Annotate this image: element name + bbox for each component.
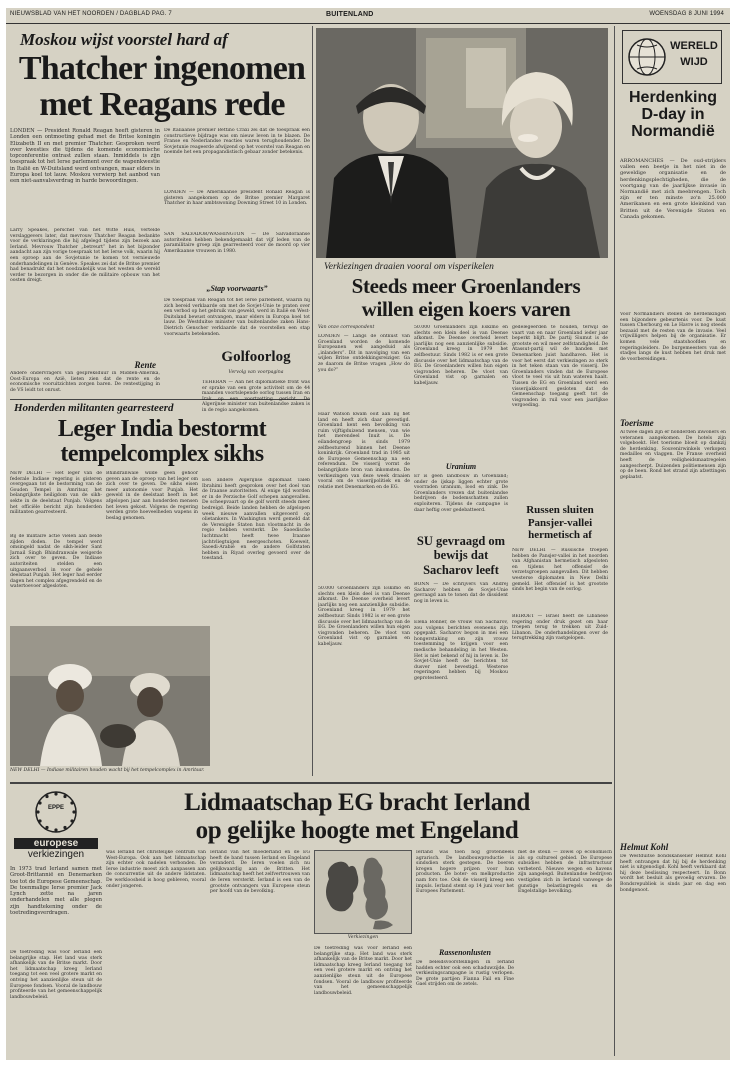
greenland-byline: Van onze correspondent [318,325,375,330]
greenland-column-2b: Er is geen landbouw in Groenland; onder de ijskap liggen echter grote voorraden uranium, lood en zink. De Groenlanders vrezen dat buitenlandse bedrijven de bodemschatten zullen exploiteren. Tijdens de campagne is daar heftig over gedebatteerd. [414,474,508,513]
ireland-map-caption: Verkiezingen [347,935,379,940]
pansjer-body: NEW DELHI — Russische troepen hebben de Pansjer-vallei in het noorden van Afghanistan hermetisch afgesloten en tijdens het offensief de verzetsgroepen aangevallen. Dit hebben westerse diplomaten in New Delhi gemeld. Het offensief is het grootste sinds het begin van de oorlog. [512,548,608,593]
column-rule-sidebar [614,26,615,1056]
greenland-lead: LONDEN — Langs de ontkust van Groenland worden de komende Europeanen wel aangeduid als „inlanders”. Dit in navolging van een wijlen Britse ontdekkingsreiziger. Ga ze daarom de Britse vragen „How do you do?” [318,334,410,373]
ireland-map [314,850,412,934]
reagan-thatcher-photo [316,28,608,258]
masthead [6,8,730,24]
greenland-kicker: Verkiezingen draaien vooral om visperikelen [324,262,494,272]
greenland-column-2: 50.000 Groenlanders zijn Eskimo en slechts een klein deel is van Deense afkomst. De Deense overheid levert jaarlijks nog een aanzienlijke subsidie. Groenland kreeg in 1979 het zelfbestuur. Sinds 1982 is er een grote discussie over het lidmaatschap van de EG. De Groenlanders willen hun eigen visgronden beheren. De vloot van Groenland vist op garnalen en kabeljauw. [414,325,508,386]
india-headline-line2: tempelcomplex sikhs [60,441,264,467]
reagan-thatcher-photo-illustration [316,28,608,258]
sidebar-subhead-toerisme: Toerisme [620,418,654,428]
ireland-body: De toetreding was voor Ierland een belangrijke stap. Het land was sterk afhankelijk van de Britse markt. Door het lidmaatschap kreeg Ierland toegang tot een veel grotere markt en ontving het aanzienlijke steun uit de Europese fondsen. Vooral de landbouw profiteerde van het gemeenschappelijk landbouwbeleid. [10,950,102,1000]
ireland-map-illustration [315,851,411,933]
thatcher-kicker: Moskou wijst voorstel hard af [20,30,228,49]
india-sikh-photo-illustration [10,626,210,766]
thatcher-subhead: „Stap voorwaarts” [206,284,268,293]
masthead-section: BUITENLAND [326,11,374,18]
india-lead: NEW DELHI — Het leger van de federale Indiase regering is gisteren overgegaan tot de bestorming van de Gouden Tempel in Amritsar, het belangrijkste heiligdom van de sikh-sekte in de deelstaat Punjab. Volgens het officiële bericht zijn honderden militanten gearresteerd. [10,471,102,516]
eppe-emblem-icon [14,788,98,838]
ireland-lead: In 1973 trad Ierland samen met Groot-Brittannië en Denemarken toe tot de Europese Gemeenschap. De toenmalige Ierse premier Jack Lynch zette na jaren onderhandelen met alle plegen zijn handtekening onder de toetredingsverdragen. [10,866,102,917]
ireland-column-3: Ierland van het moederland en de EG heeft de band tussen Ierland en Engeland veranderd. De Ieren voelen zich nu gelijkwaardig aan de Britten. Het lidmaatschap heeft het zelfvertrouwen van de Ieren versterkt. Ierland is een van de grootste ontvangers van Europese steun per hoofd van de bevolking. [210,850,310,895]
greenland-subhead: Uranium [445,462,477,471]
sacharov-lead: BONN — De schrijvers van Andrej Sacharov hebben de Sovjet-Unie gevraagd aan te tonen dat de dissident nog in leven is. [414,582,508,604]
thatcher-body-2: De toespraak van Reagan tot het Ierse parlement, waarin hij zich bereid verklaarde om met de Sovjet-Unie te praten over een verbod op het gebruik van geweld, werd in Italië en West-Duitsland bewust ontvangen, maar elders in Europa koel tot lauw. De Westduitse minister van buitenlandse zaken Hans-Dietrich Genscher verklaarde dat de voorstellen een stap voorwaarts betekenden. [164,298,310,337]
thatcher-bullet-2: SAN SALVADOR/WASHINGTON — De Salvadoraanse autoriteiten hebben bekendgemaakt dat vijf leden van de paramilitaire groep zijn gearresteerd voor de moord op vier Amerikaanse vrouwen in 1980. [164,232,310,254]
ireland-column-3-continued: De toetreding was voor Ierland een belangrijke stap. Het land was sterk afhankelijk van de Britse markt. Door het lidmaatschap kreeg Ierland toegang tot een veel grotere markt en ontving het aanzienlijke steun uit de Europese fondsen. Vooral de landbouw profiteerde van het gemeenschappelijk landbouwbeleid. [314,946,412,996]
thatcher-headline-line2: met Reagans rede [39,86,285,123]
sacharov-body: Elena Bonner, de vrouw van Sacharov, zou volgens berichten eveneens zijn opgepakt. Sacharov begon in mei een hongerstaking om zijn vrouw toestemming te krijgen voor een medische behandeling in het Westen. Het is niet bekend of hij in leven is. De Sovjet-Unie heeft de berichten tot dusver niet bevestigd. Westerse regeringen hebben bij Moskou geprotesteerd. [414,620,508,681]
wereldwijd-logo [622,30,722,84]
sacharov-headline: SU gevraagd om bewijs dat Sacharov leeft [416,534,506,577]
golfoorlog-title: Golfoorlog [221,349,291,365]
ireland-column-4b: De beleidsvoorstellingen in Ierland hadden echter ook een schaduwzijde. De verkiezingscampagne is rustig verlopen. De grote partijen Fianna Fail en Fine Gael strijden om de zetels. [416,960,514,988]
greenland-body: Haar Watson kwam ooit aan bij het land en heeft zich daar gevestigd. Groenland kent een bevolking van ruim vijftigduizend mensen, van wie het merendeel Inuit is. De eilandengroep is sinds 1979 zelfbesturend binnen het Deense koninkrijk. Groenland trad in 1985 uit de Europese Gemeenschap na een referendum. De visserij vormt de belangrijkste bron van inkomsten. De verkiezingen van deze week draaien vooral om de visserijpolitiek en de relatie met Denemarken en de EG. [318,412,410,490]
golfoorlog-lead: TEHERAN — Aan het diplomatieke front was er sprake van een grote activiteit om de 44 maanden voortslepende oorlog tussen Iran en Irak op een voortzetting gericht. De Algerijnse minister van buitenlandse zaken is in de regio aangekomen. [202,380,310,413]
ireland-top-rule [10,782,612,784]
golfoorlog-body: Een andere Algerijnse diplomaat Taleb Ibrahimi heeft gesproken over het doel van de Iraanse autoriteiten. Al enige tijd worden er in de Perzische Golf schepen aangevallen. De scheepvaart op de golf wordt steeds meer bedreigd. Beide landen hebben de afgelopen week nieuwe aanvallen uitgevoerd op olietankers. In Washington werd gemeld dat de Verenigde Staten hun vlootmacht in de regio hebben versterkt. De Saoedische luchtmacht heeft twee Iraanse jachtvliegtuigen neergeschoten. Koeweit, Saoedi-Arabië en de andere Golfstaten hebben in Riyad overleg gevoerd over de toestand. [202,478,310,562]
ireland-headline-line2: op gelijke hoogte met Engeland [195,817,519,844]
europese-verkiezingen-logo [14,788,98,860]
newspaper-page [6,8,730,1060]
thatcher-column-2: De Italiaanse premier Bettino Craxi zei dat de toespraak een constructieve bijdrage was om nieuw leven in te blazen. De Franse en Nederlandse reacties waren terughoudender. De Sovjetunie reageerde afwijzend op het voorstel van Reagan en noemde het een propagandistisch gebaar zonder betekenis. [164,128,310,156]
golfoorlog-byline: Vervolg van voorpagina [228,370,284,375]
ireland-column-5: met de steun — zowel op economisch als op cultureel gebied. De Europese subsidies hebben de infrastructuur verbeterd. Nieuwe wegen en havens zijn aangelegd. Buitenlandse bedrijven vestigden zich in Ierland vanwege de gunstige belastingregels en de Engelstalige bevolking. [518,850,612,895]
europese-label: europese [14,838,98,849]
rente-title: Rente [134,360,156,370]
greenland-column-3: gedelegeerden te houden, terwijl de vaart van en naar Groenland ieder jaar beperkt blijft. De partij Siumut is de grootste en wil meer zelfstandigheid. De Atassut-partij wil de banden met Denemarken juist handhaven. Het is voor het eerst dat verkiezingen zo sterk in het teken staan van de visserij. De Groenlanders vinden dat de Europese vloot te veel vis uit hun wateren haalt. Tussen de EG en Groenland werd een visserijakkoord gesloten dat de Gemeenschap toegang geeft tot de visgronden in ruil voor een jaarlijkse vergoeding. [512,325,608,409]
rente-body: Andere ondervragers van gespreksduur in Midden-Amerika, Oost-Europa en Azië, lieten zien dat de rente en de economische vooruitzichten zorgen baren. De rentestijging in de VS leidt tot onrust. [10,371,160,393]
ireland-subhead: Rassenonlusten [438,948,492,957]
column-rule-1 [312,26,313,776]
sacharov-bullet: BEIROET — Israël heeft de Libanese regering onder druk gezet om haar troepen terug te trekken uit Zuid-Libanon. De onderhandelingen over de terugtrekking zijn vastgelopen. [512,614,608,642]
india-headline-line1: Leger India bestormt [57,416,267,442]
verkiezingen-label: verkiezingen [27,849,85,860]
sidebar-body-3: De Westduitse bondskanselier Helmut Kohl heeft ontvangen dat hij bij de herdenking niet is uitgenodigd. Kohl heeft verklaard dat hij deze beslissing respecteert. In Bonn wordt het besluit als gevoelig ervaren. De Bondsrepubliek is sinds jaar en dag een bondgenoot. [620,854,726,893]
masthead-date: WOENSDAG 8 JUNI 1994 [649,11,724,17]
india-body: Bij de militaire actie vielen aan beide zijden doden. De tempel werd omsingeld nadat de sikh-leider Sant Jarnail Singh Bhindranwale weigerde zich over te geven. De Indiase autoriteiten stelden een uitgaansverbod in voor de gehele deelstaat Punjab. Het leger had eerder dagen het complex afgegrendeld en de watertoevoer afgesloten. [10,534,102,590]
greenland-headline-line1: Steeds meer Groenlanders [351,274,581,298]
ireland-column-4: Ierland was toen nog grotendeels agrarisch. De landbouwproductie is sindsdien sterk gestegen. De boeren kregen hogere prijzen voor hun producten. De boter- en melkproductie nam fors toe. Ook de visserij kreeg een impuls. Ierland stemt op 14 juni voor het Europees Parlement. [416,850,514,895]
masthead-paper-name: NIEUWSBLAD VAN HET NOORDEN / DAGBLAD PAG. 7 [10,11,172,17]
greenland-body-continued: 50.000 Groenlanders zijn Eskimo en slechts een klein deel is van Deense afkomst. De Deense overheid levert jaarlijks nog een aanzienlijke subsidie. Groenland kreeg in 1979 het zelfbestuur. Sinds 1982 is er een grote discussie over het lidmaatschap van de EG. De Groenlanders willen hun eigen visgronden beheren. De vloot van Groenland vist op garnalen en kabeljauw. [318,586,410,647]
eppe-logo-text: EPPE [47,805,64,811]
india-column-2: Bhindranwale wilde geen gehoor geven aan de oproep van het leger om zich over te geven. De sikhs eisen meer autonomie voor Punjab. Het geweld in de deelstaat heeft in het afgelopen jaar aan honderden mensen het leven gekost. Volgens de regering werden grote hoeveelheden wapens in beslag genomen. [106,471,198,521]
wereldwijd-logo-text-1: WERELD [670,40,718,52]
sidebar-lead: ARROMANCHES — De oud-strijders vallen een beetje in het niet in de geweldige organisatie en de herdenkingsplechtigheden, die de voortgang van de jaarlijkse invasie in Normandië met zich meebrengen. Toch zijn er ten minste zo'n 25.000 Amerikanen en een grote kleinkind van Britten uit de Verenigde Staten en Canada gekomen. [620,158,726,220]
sidebar-title: Herdenking D-day in Normandië [628,89,717,140]
ireland-column-2: was Ierland het christelijke centrum van West-Europa. Ook aan het lidmaatschap zijn echter ook nadelen verbonden. De Ierse industrie moest zich aanpassen aan de concurrentie uit de andere lidstaten. De werkloosheid is hoog gebleven, vooral onder jongeren. [106,850,206,889]
thatcher-body: Larry Speakes, perschef van het Witte Huis, vertelde verslaggevers later, dat mevrouw Thatcher Reagan bedankte voor de verklaringen die hij afgelegd tijdens zijn bezoek aan Ierland. Mevrouw Thatcher „betreurt” het in het bijzonder aandacht aan zijn vorige toespraak tot het Ierse volk, waarin hij een oproep aan de Sovjetunie te komen tot vernieuwde onderhandelingen in Genève. Speakes zei dat de Britse premier had benadrukt dat het noodzakelijk was het westen de wereld verder te bezorgen in onder die de militaire opbouw van het oosten dreigt. [10,228,160,284]
sidebar-body-2: Al twee dagen zijn er honderden inwoners en veteranen aangekomen. De hotels zijn volgeboekt. Het toerisme bloeit op dankzij de herdenking. Souvenirwinkels verkopen medailles en vlaggen. De Franse overheid heeft de veiligheidsmaatregelen aangescherpt. Duizenden politiemensen zijn op de been. Rond het strand zijn afzettingen geplaatst. [620,430,726,480]
india-kicker: Honderden militanten gearresteerd [14,402,174,414]
wereldwijd-logo-text-2: WIJD [680,56,708,68]
thatcher-bullet-1: LONDEN — De Amerikaanse president Ronald Reagan is gisteren aangekomen op de Britse premier Margaret Thatcher in haar ambtswoning Downing Street 10 in Londen. [164,190,310,207]
india-photo-caption: NEW DELHI — Indiase militairen houden wacht bij het tempelcomplex in Amritsar. [10,768,205,773]
thatcher-headline-line1: Thatcher ingenomen [18,50,306,87]
greenland-headline-line2: willen eigen koers varen [361,297,571,321]
sidebar-subhead-kohl: Helmut Kohl [620,842,669,852]
ireland-headline-line1: Lidmaatschap EG bracht Ierland [184,789,530,816]
india-sikh-photo [10,626,210,766]
thatcher-lead: LONDEN — President Ronald Reagan heeft gisteren in Londen een ontmoeting gehad met de Britse koningin Elizabeth II en met premier Thatcher. Gesproken werd over kwesties die tijdens de komende economische topconferentie ontrast zullen staan. Inmiddels is zijn toespraak tot het Ierse parlement over de wapenkwestie in Italië en W-Duitsland werd ontvangen, maar elders in Europa koel tot lauw. Moskou verwierp het aanbod van een niet-aanvalsverdrag in harde bewoordingen. [10,128,160,185]
sidebar-body: Voor Normandiërs stellen de herdenkingen een bijzondere gebeurtenis voor. De kust tussen Cherbourg en Le Havre is nog steeds bezaaid met de resten van de invasie. Veel vrijwilligers helpen bij de organisatie. Er komen vele staatshoofden en regeringsleiders. De burgemeesters van de stadjes langs de kust hebben het druk met de voorbereidingen. [620,312,726,362]
pansjer-headline: Russen sluiten Pansjer-vallei hermetisch af [526,504,594,542]
